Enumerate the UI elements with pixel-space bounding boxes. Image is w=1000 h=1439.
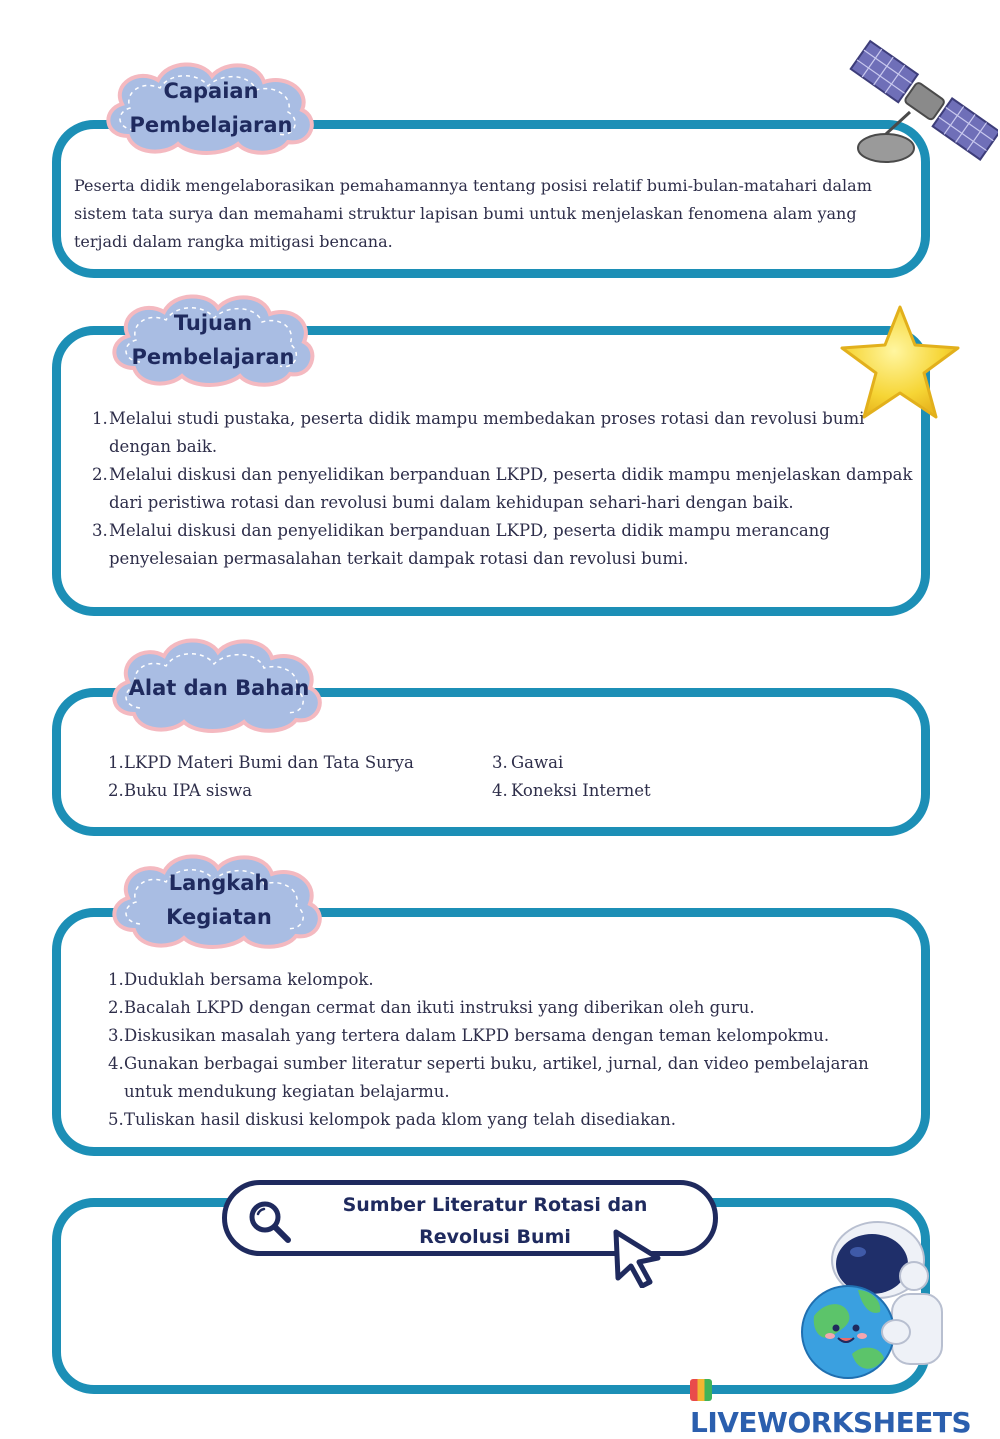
capaian-title-cloud <box>98 58 324 158</box>
capaian-title: Capaian Pembelajaran <box>129 79 293 137</box>
liveworksheets-logo-icon <box>690 1379 712 1401</box>
tujuan-title: Tujuan Pembelajaran <box>131 311 295 369</box>
alat-title-cloud <box>104 632 334 738</box>
tujuan-list <box>92 405 918 573</box>
list-item: 3. Melalui diskusi dan penyelidikan berpanduan LKPD, peserta didik mampu merancang penyelesaian permasalahan terkait dampak rotasi dan revolusi bumi. <box>92 521 830 568</box>
list-item: 4. Koneksi Internet <box>492 781 651 800</box>
list-item: 5. Tuliskan hasil diskusi kelompok pada klom yang telah disediakan. <box>108 1110 676 1129</box>
cursor-icon <box>608 1228 664 1288</box>
sumber-title: Sumber Literatur Rotasi dan Revolusi Bumi <box>342 1194 648 1248</box>
list-item: 1. Duduklah bersama kelompok. <box>108 970 374 989</box>
tujuan-title-cloud <box>104 290 322 390</box>
list-item: 4. Gunakan berbagai sumber literatur seperti buku, artikel, jurnal, dan video pembelajaran untuk mendukung kegiatan belajarmu. <box>108 1054 869 1101</box>
list-item: 1. LKPD Materi Bumi dan Tata Surya <box>108 753 414 772</box>
list-item: 3. Gawai <box>492 753 564 772</box>
liveworksheets-watermark: LIVEWORKSHEETS <box>690 1373 990 1405</box>
alat-title: Alat dan Bahan <box>128 676 310 700</box>
search-icon <box>247 1199 293 1245</box>
astronaut-earth-icon <box>796 1220 960 1382</box>
langkah-title: Langkah Kegiatan <box>166 871 272 929</box>
list-item: 2. Melalui diskusi dan penyelidikan berpanduan LKPD, peserta didik mampu menjelaskan dampak dari peristiwa rotasi dan revolusi bumi dalam kehidupan sehari-hari dengan baik. <box>92 465 913 512</box>
alat-list-right <box>492 749 792 805</box>
alat-list-left <box>108 749 468 805</box>
list-item: 3. Diskusikan masalah yang tertera dalam LKPD bersama dengan teman kelompokmu. <box>108 1026 830 1045</box>
list-item: 2. Bacalah LKPD dengan cermat dan ikuti instruksi yang diberikan oleh guru. <box>108 998 755 1017</box>
satellite-icon <box>848 30 998 170</box>
langkah-title-cloud <box>104 848 334 952</box>
list-item: 1. Melalui studi pustaka, peserta didik mampu membedakan proses rotasi dan revolusi bumi dengan baik. <box>92 409 865 456</box>
langkah-list <box>108 966 908 1134</box>
capaian-text: Peserta didik mengelaborasikan pemahamannya tentang posisi relatif bumi-bulan-matahari dalam sistem tata surya dan memahami struktur lapisan bumi untuk menjelaskan fenomena alam yang terjadi dalam rangka mitigasi bencana. <box>74 176 872 251</box>
list-item: 2. Buku IPA siswa <box>108 781 253 800</box>
